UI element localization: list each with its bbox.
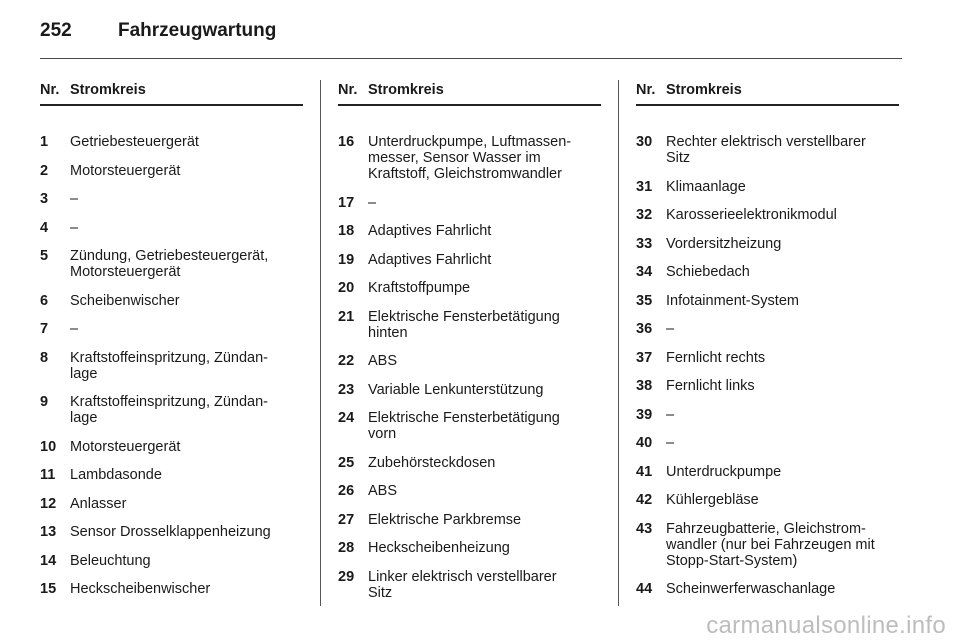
table-row [636,321,899,337]
table-row [338,353,601,369]
table-row [40,163,303,179]
table-row [40,394,303,426]
circuit-name: Scheibenwischer [70,292,180,309]
circuit-name: Fernlicht rechts [666,349,766,366]
circuit-name: – [70,321,79,337]
fuse-number: 27 [338,511,355,528]
circuit-name: – [368,194,377,211]
circuit-name: ABS [368,353,398,369]
table-row [636,264,899,280]
fuse-number: 29 [338,568,355,585]
circuit-name: Anlasser [70,495,127,512]
circuit-name: Infotainment-System [666,292,799,309]
header-nr: Nr. [636,82,656,98]
fuse-number: 16 [338,134,355,150]
fuse-number: 2 [40,162,49,179]
table-row [40,350,303,382]
fuse-number: 25 [338,454,355,471]
fuse-table-column-3 [636,80,899,597]
circuit-name: Vordersitzheizung [666,235,782,252]
fuse-number: 7 [40,321,49,337]
circuit-name: Adaptives Fahrlicht [368,251,492,268]
table-row [40,581,303,597]
fuse-number: 38 [636,378,653,394]
table-row [338,512,601,528]
table-row [40,248,303,280]
circuit-name: Heckscheibenheizung [368,540,510,556]
circuit-name: Elektrische Fensterbetätigung vorn [368,410,560,442]
header-nr: Nr. [338,82,358,98]
table-header [636,80,899,106]
column-divider [320,80,321,606]
circuit-name: – [666,435,675,451]
table-row [40,191,303,207]
table-row [338,569,601,601]
page-header [40,14,902,59]
table-row [40,553,303,569]
fuse-number: 31 [636,178,653,195]
circuit-name: Zündung, Getriebesteuergerät, Motorsteuergerät [70,248,269,280]
header-circuit: Stromkreis [666,82,742,98]
circuit-name: Kraftstoffeinspritzung, Zündan- lage [70,394,269,426]
table-row [338,455,601,471]
table-header [40,80,303,106]
page-number: 252 [40,20,72,41]
circuit-name: – [666,406,675,423]
header-circuit: Stromkreis [70,82,146,98]
circuit-name: Variable Lenkunterstützung [368,381,544,398]
fuse-number: 44 [636,581,653,597]
table-row [636,236,899,252]
fuse-number: 17 [338,194,355,211]
table-row [40,134,303,150]
table-row [338,483,601,499]
circuit-name: Scheinwerferwaschanlage [666,581,836,597]
table-row [636,435,899,451]
circuit-name: Unterdruckpumpe, Luftmassen- messer, Sensor Wasser im Kraftstoff, Gleichstromwandler [368,134,572,182]
fuse-number: 11 [40,467,56,483]
table-row [40,467,303,483]
table-row [40,439,303,455]
table-row [40,496,303,512]
table-row [338,309,601,341]
fuse-number: 14 [40,552,57,569]
circuit-name: Zubehörsteckdosen [368,454,496,471]
table-row [338,134,601,182]
fuse-number: 23 [338,381,355,398]
fuse-number: 34 [636,264,653,280]
circuit-name: ABS [368,483,398,499]
fuse-number: 13 [40,524,57,540]
table-row [636,464,899,480]
fuse-number: 8 [40,349,49,366]
fuse-number: 1 [40,134,49,150]
fuse-number: 15 [40,581,57,597]
page-title: Fahrzeugwartung [118,20,277,41]
fuse-number: 5 [40,248,49,264]
table-header [338,80,601,106]
table-row [40,293,303,309]
fuse-number: 43 [636,520,653,537]
table-row [338,280,601,296]
header-circuit: Stromkreis [368,82,444,98]
table-row [636,293,899,309]
fuse-number: 18 [338,223,355,239]
table-row [636,350,899,366]
circuit-name: Kraftstoffpumpe [368,280,471,296]
fuse-number: 22 [338,353,355,369]
fuse-number: 39 [636,406,653,423]
fuse-number: 20 [338,280,355,296]
fuse-number: 32 [636,207,653,223]
circuit-name: – [70,191,79,207]
table-row [636,134,899,166]
fuse-number: 37 [636,349,653,366]
circuit-name: Beleuchtung [70,552,151,569]
table-row [636,492,899,508]
fuse-number: 9 [40,394,49,410]
circuit-name: Kraftstoffeinspritzung, Zündan- lage [70,349,269,382]
fuse-number: 10 [40,438,57,455]
circuit-name: Elektrische Parkbremse [368,511,522,528]
circuit-name: Schiebedach [666,264,750,280]
header-nr: Nr. [40,82,60,98]
table-row [636,521,899,569]
table-row [636,407,899,423]
circuit-name: Heckscheibenwischer [70,581,211,597]
fuse-number: 19 [338,251,355,268]
table-row [338,252,601,268]
table-row [40,321,303,337]
table-row [338,540,601,556]
fuse-number: 6 [40,292,49,309]
fuse-number: 35 [636,292,653,309]
table-row [338,223,601,239]
fuse-number: 36 [636,321,653,337]
circuit-name: Lambdasonde [70,467,162,483]
fuse-number: 24 [338,410,355,426]
fuse-number: 42 [636,492,653,508]
fuse-number: 4 [40,219,49,236]
circuit-name: Klimaanlage [666,178,746,195]
circuit-name: Linker elektrisch verstellbarer Sitz [368,568,557,601]
circuit-name: Sensor Drosselklappenheizung [70,524,271,540]
fuse-number: 26 [338,483,355,499]
fuse-number: 3 [40,191,49,207]
table-row [636,207,899,223]
circuit-name: Kühlergebläse [666,492,759,508]
column-divider [618,80,619,606]
fuse-number: 41 [636,463,653,480]
fuse-number: 12 [40,495,57,512]
table-row [338,410,601,442]
circuit-name: – [70,219,79,236]
fuse-number: 21 [338,308,355,325]
circuit-name: Rechter elektrisch verstellbarer Sitz [666,134,866,166]
circuit-name: Adaptives Fahrlicht [368,223,492,239]
circuit-name: Motorsteuergerät [70,162,181,179]
table-row [40,220,303,236]
fuse-number: 30 [636,134,653,150]
table-row [338,382,601,398]
circuit-name: Elektrische Fensterbetätigung hinten [368,308,560,341]
fuse-table-column-1 [40,80,303,597]
watermark: carmanualsonline.info [706,612,946,639]
table-row [636,378,899,394]
fuse-number: 40 [636,435,653,451]
table-row [40,524,303,540]
circuit-name: Karosserieelektronikmodul [666,207,837,223]
circuit-name: Fernlicht links [666,378,755,394]
circuit-name: Fahrzeugbatterie, Gleichstrom- wandler (nur bei Fahrzeugen mit Stopp-Start-System) [666,520,875,569]
table-row [636,179,899,195]
fuse-table-column-2 [338,80,601,601]
fuse-number: 33 [636,235,653,252]
table-row [636,581,899,597]
fuse-number: 28 [338,540,355,556]
circuit-name: Getriebesteuergerät [70,134,199,150]
table-row [338,195,601,211]
circuit-name: Motorsteuergerät [70,438,181,455]
circuit-name: Unterdruckpumpe [666,463,782,480]
circuit-name: – [666,321,675,337]
